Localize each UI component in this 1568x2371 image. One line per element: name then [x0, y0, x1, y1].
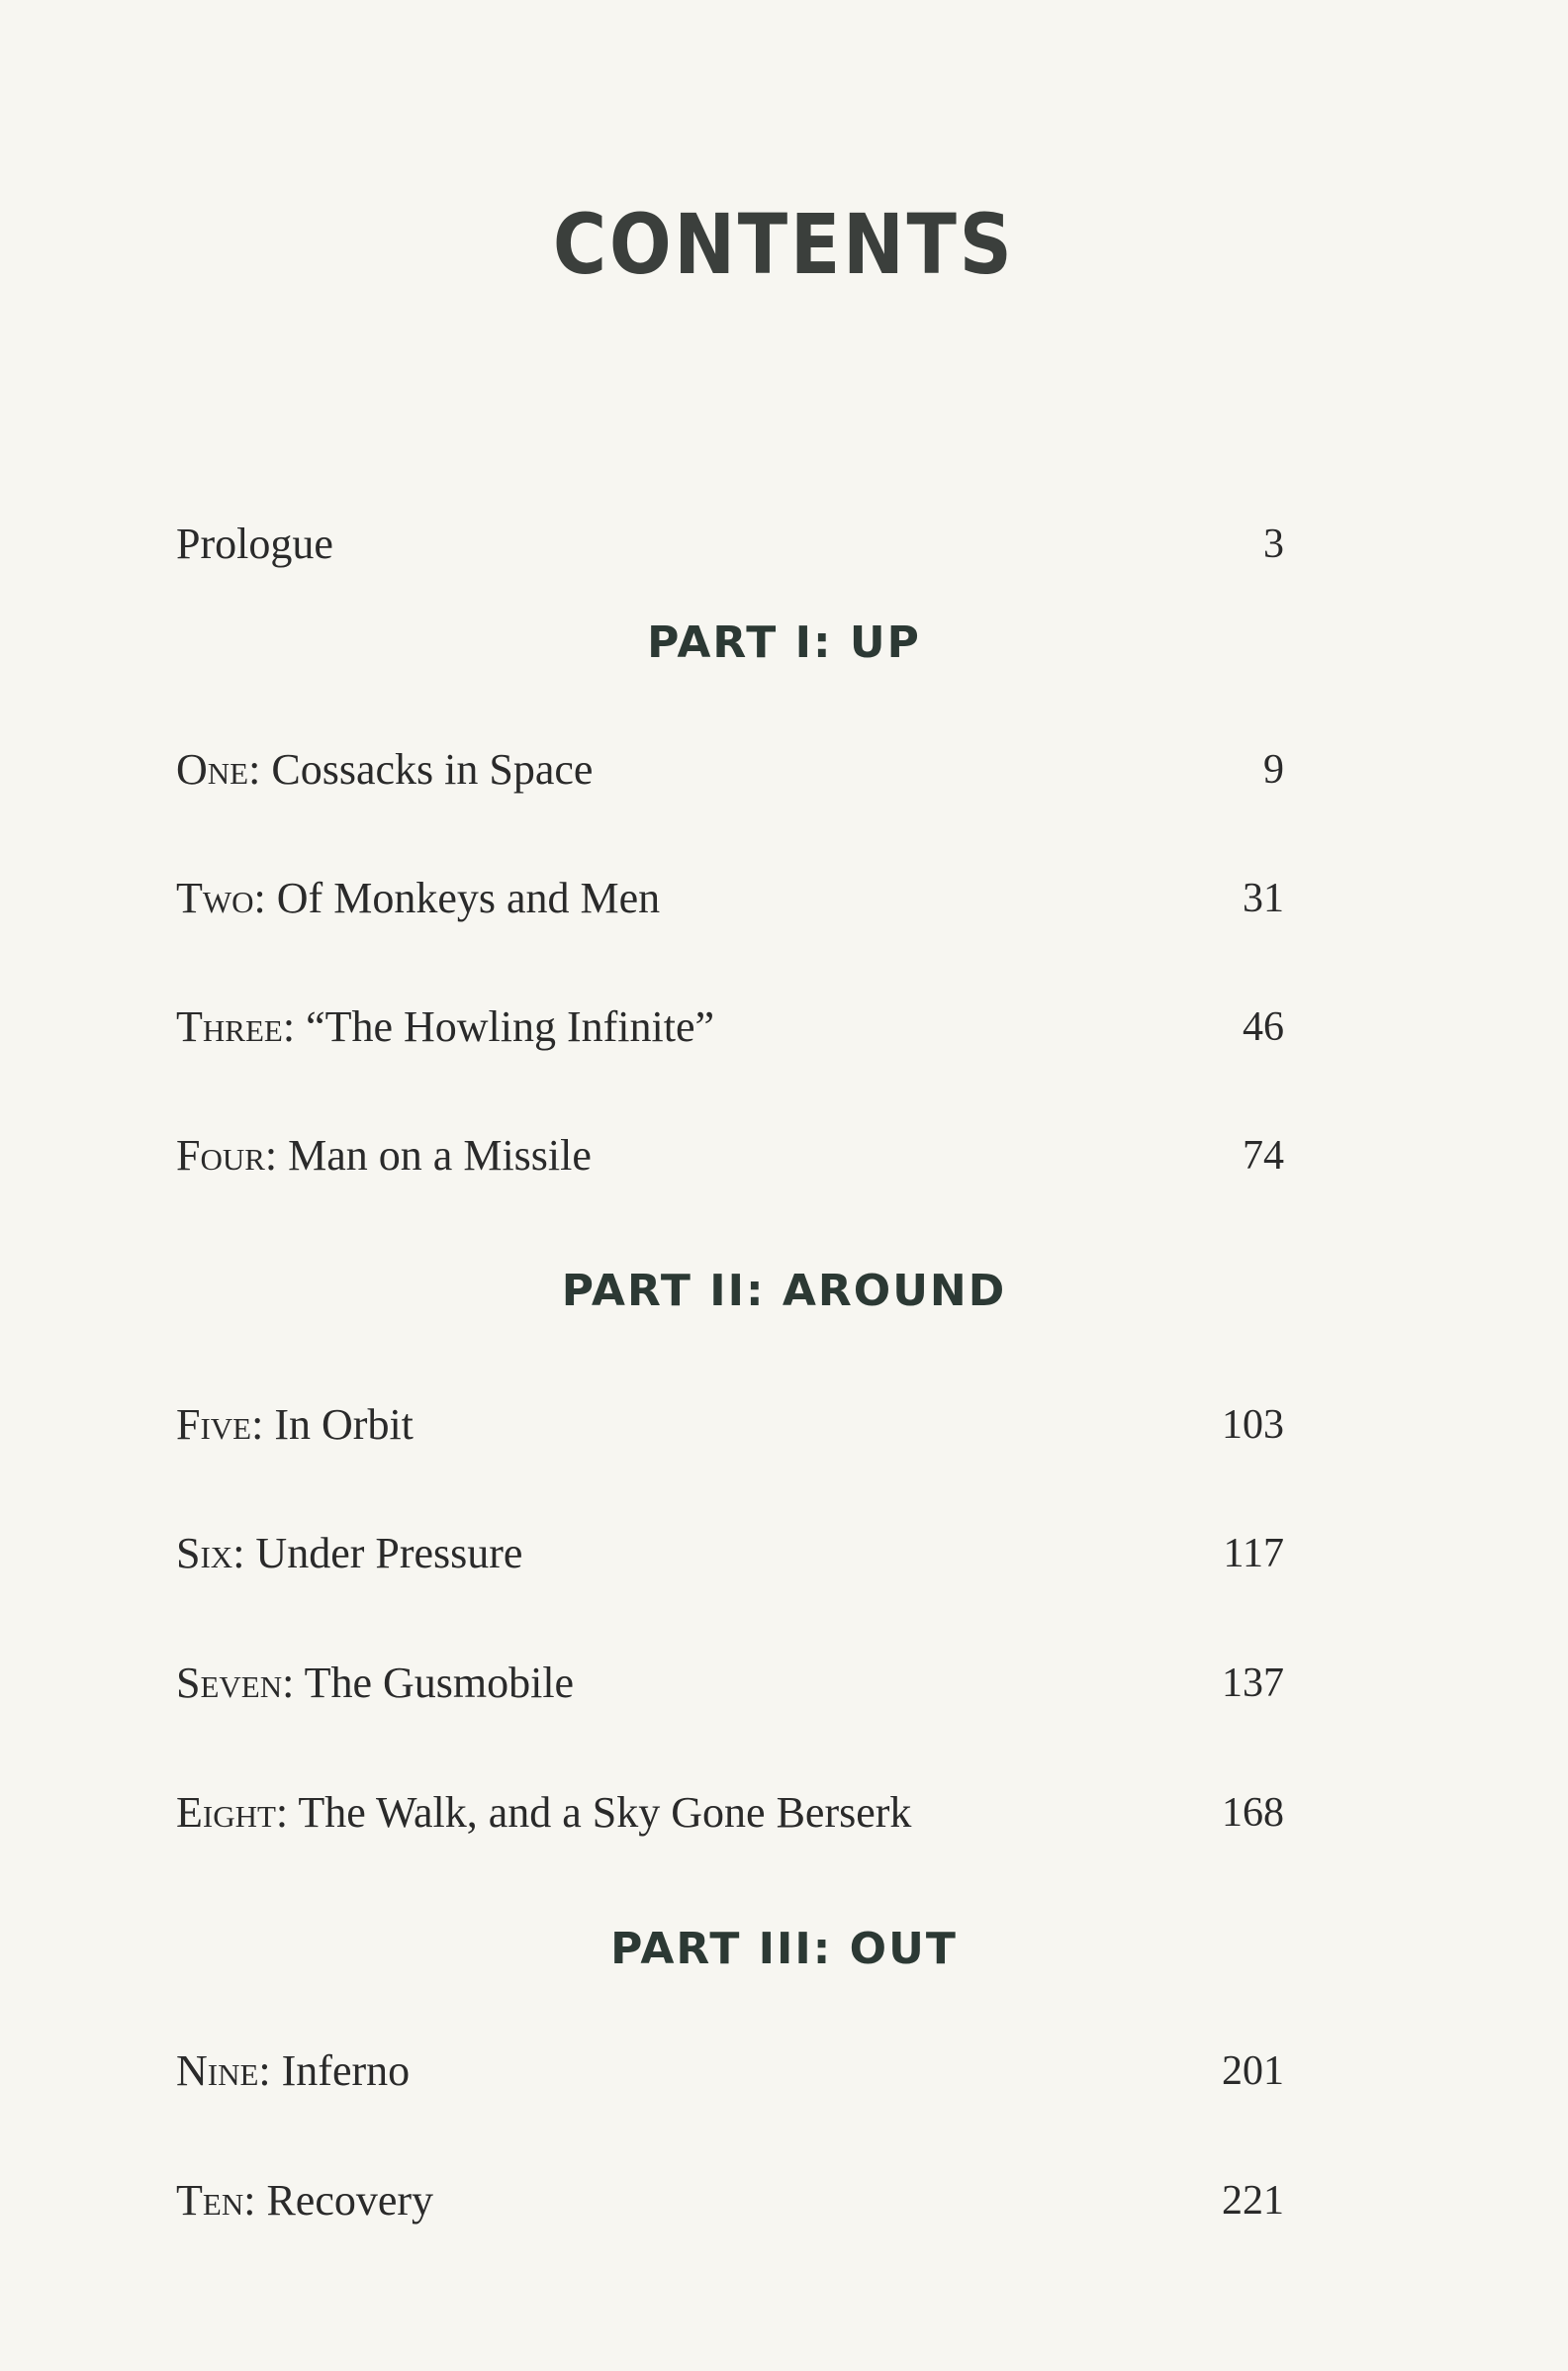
chapter-number: Ten — [176, 2176, 244, 2225]
toc-entry-chapter[interactable] — [176, 1126, 1284, 1186]
chapter-number: Six — [176, 1529, 233, 1577]
toc-entry-chapter[interactable] — [176, 740, 1284, 800]
toc-page-number: 3 — [1263, 522, 1284, 567]
toc-entry-label: Four: Man on a Missile — [176, 1131, 592, 1180]
chapter-number: Nine — [176, 2046, 259, 2095]
toc-entry-chapter[interactable] — [176, 869, 1284, 928]
chapter-title: Cossacks in Space — [271, 745, 594, 794]
toc-page-number: 46 — [1243, 1004, 1284, 1050]
chapter-title: In Orbit — [274, 1400, 414, 1449]
chapter-title: “The Howling Infinite” — [306, 1002, 715, 1051]
chapter-title: The Gusmobile — [304, 1659, 575, 1707]
toc-entry-label: Eight: The Walk, and a Sky Gone Berserk — [176, 1788, 912, 1837]
chapter-title: Recovery — [266, 2176, 434, 2225]
chapter-title: Inferno — [281, 2046, 411, 2095]
toc-entry-label: Ten: Recovery — [176, 2176, 434, 2225]
toc-entry-chapter[interactable] — [176, 2171, 1284, 2230]
toc-entry-chapter[interactable] — [176, 1524, 1284, 1583]
chapter-number: One — [176, 745, 249, 794]
toc-entry-chapter[interactable] — [176, 2041, 1284, 2101]
toc-page-number: 117 — [1223, 1531, 1284, 1576]
toc-page-number: 137 — [1222, 1660, 1284, 1706]
chapter-number: Five — [176, 1400, 252, 1449]
toc-page-number: 103 — [1222, 1402, 1284, 1448]
toc-page-number: 31 — [1243, 876, 1284, 921]
toc-entry-label: Two: Of Monkeys and Men — [176, 874, 661, 922]
toc-entry-label: Five: In Orbit — [176, 1400, 414, 1449]
toc-page-number: 9 — [1263, 747, 1284, 793]
part-heading-3: PART III: OUT — [610, 1924, 958, 1974]
toc-page-number: 221 — [1222, 2178, 1284, 2224]
toc-entry-chapter[interactable] — [176, 997, 1284, 1057]
toc-entry-label: One: Cossacks in Space — [176, 745, 594, 794]
toc-entry-label: Six: Under Pressure — [176, 1529, 523, 1577]
toc-entry-prologue[interactable] — [176, 515, 1284, 574]
toc-entry-label: Three: “The Howling Infinite” — [176, 1002, 715, 1051]
chapter-title: Of Monkeys and Men — [276, 874, 661, 922]
toc-page-number: 74 — [1243, 1133, 1284, 1179]
chapter-number: Two — [176, 874, 254, 922]
toc-entry-label: Nine: Inferno — [176, 2046, 411, 2095]
toc-entry-chapter[interactable] — [176, 1395, 1284, 1455]
part-heading-1: PART I: UP — [647, 617, 921, 668]
chapter-number: Three — [176, 1002, 283, 1051]
chapter-title: Man on a Missile — [288, 1131, 592, 1180]
toc-page-number: 201 — [1222, 2048, 1284, 2094]
toc-entry-label: Prologue — [176, 520, 333, 568]
toc-page-number: 168 — [1222, 1790, 1284, 1836]
chapter-number: Four — [176, 1131, 265, 1180]
part-heading-2: PART II: AROUND — [561, 1266, 1007, 1316]
toc-entry-chapter[interactable] — [176, 1783, 1284, 1843]
toc-entry-chapter[interactable] — [176, 1654, 1284, 1713]
chapter-title: Under Pressure — [255, 1529, 523, 1577]
toc-entry-label: Seven: The Gusmobile — [176, 1659, 575, 1707]
chapter-title: The Walk, and a Sky Gone Berserk — [298, 1788, 912, 1837]
chapter-number: Seven — [176, 1659, 283, 1707]
page-title: CONTENTS — [552, 196, 1015, 293]
chapter-number: Eight — [176, 1788, 276, 1837]
